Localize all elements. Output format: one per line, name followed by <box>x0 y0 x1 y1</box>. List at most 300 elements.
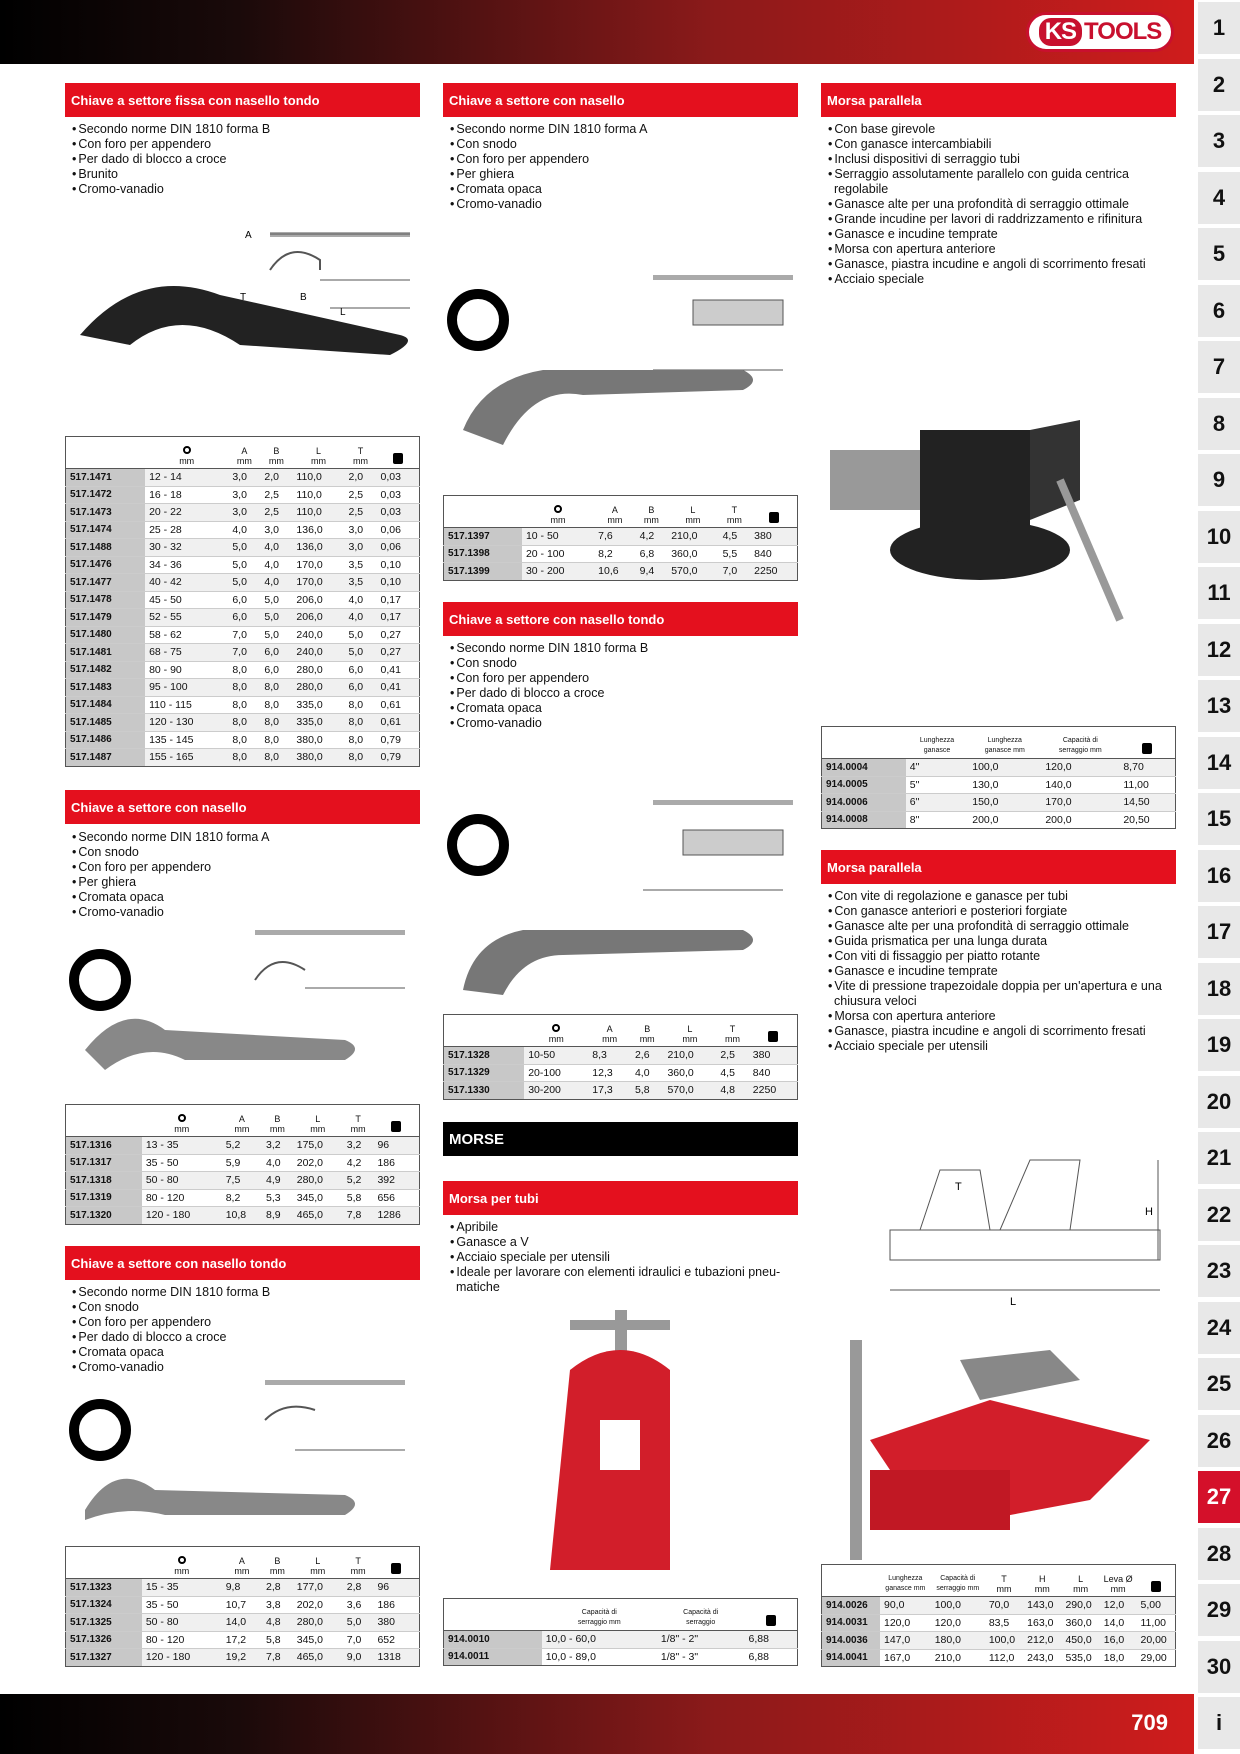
chapter-tab-14[interactable]: 14 <box>1198 737 1240 789</box>
table-cell: 95 - 100 <box>145 679 228 697</box>
bullet-item: • Cromo-vanadio <box>70 905 410 920</box>
table-cell: 3,5 <box>345 574 377 592</box>
table-cell: 0,17 <box>377 591 420 609</box>
svg-text:A: A <box>245 230 252 241</box>
table-cell: 10 - 50 <box>522 528 594 546</box>
table-row <box>444 1631 798 1649</box>
table-cell: 517.1479 <box>66 609 146 627</box>
column-header <box>373 1547 419 1579</box>
bullet-item: • Inclusi dispositivi di serraggio tubi <box>826 152 1171 167</box>
hook-wrench-image <box>65 1360 420 1540</box>
chapter-tab-4[interactable]: 4 <box>1198 172 1240 224</box>
svg-text:H: H <box>1145 1206 1153 1218</box>
table-cell: 202,0 <box>293 1154 343 1172</box>
chapter-tab-16[interactable]: 16 <box>1198 850 1240 902</box>
weight-icon <box>1142 743 1152 754</box>
weight-icon <box>1151 1581 1161 1592</box>
table-cell: 10,0 - 60,0 <box>542 1631 657 1649</box>
bullet-item: • Secondo norme DIN 1810 forma A <box>448 122 788 137</box>
table-cell: 180,0 <box>931 1632 985 1650</box>
table-cell: 0,27 <box>377 626 420 644</box>
column-header: B mm <box>636 496 668 528</box>
table-cell: 517.1327 <box>66 1649 142 1667</box>
table-cell: 7,0 <box>228 644 260 662</box>
table-cell: 10-50 <box>524 1047 588 1065</box>
table-cell: 167,0 <box>880 1649 931 1667</box>
table-row <box>822 794 1176 812</box>
bullet-item: • Per ghiera <box>70 875 410 890</box>
column-header <box>444 496 522 528</box>
chapter-tab-13[interactable]: 13 <box>1198 680 1240 732</box>
table-cell: 0,17 <box>377 609 420 627</box>
table-cell: 20 - 100 <box>522 545 594 563</box>
table-cell: 4,5 <box>719 528 751 546</box>
weight-icon <box>393 453 403 464</box>
table-cell: 20 - 22 <box>145 504 228 522</box>
table-cell: 335,0 <box>292 714 344 732</box>
table-cell: 914.0008 <box>822 811 906 829</box>
table-cell: 10,0 - 89,0 <box>542 1648 657 1666</box>
column-header: L mm <box>293 1105 343 1137</box>
size-icon <box>552 1024 560 1032</box>
table-cell: 4,0 <box>260 539 292 557</box>
table-cell: 517.1481 <box>66 644 146 662</box>
table-cell: 0,03 <box>377 504 420 522</box>
table-cell: 3,2 <box>262 1137 293 1155</box>
table-cell: 10,8 <box>222 1207 262 1225</box>
table-cell: 6,88 <box>744 1631 797 1649</box>
bullet-item: • Cromo-vanadio <box>448 197 788 212</box>
bullet-item: • Ganasce alte per una profondità di serraggio ottimale <box>826 197 1171 212</box>
table-row <box>66 521 420 539</box>
table-cell: 0,79 <box>377 731 420 749</box>
table-row <box>444 1082 798 1100</box>
table-cell: 11,00 <box>1119 776 1175 794</box>
bullet-item: • Morsa con apertura anteriore <box>826 1009 1171 1024</box>
table-cell: 170,0 <box>292 556 344 574</box>
bullet-list <box>448 641 788 731</box>
chapter-tab-2[interactable]: 2 <box>1198 59 1240 111</box>
hook-wrench-image <box>60 220 420 420</box>
table-cell: 5,0 <box>260 609 292 627</box>
column-header: A mm <box>222 1547 262 1579</box>
parallel-vise-image <box>830 400 1160 630</box>
table-cell: 8" <box>906 811 968 829</box>
table-row <box>66 679 420 697</box>
table-row <box>66 574 420 592</box>
table-cell: 0,03 <box>377 486 420 504</box>
column-header <box>377 437 420 469</box>
table-cell: 8,2 <box>594 545 635 563</box>
table-cell: 7,0 <box>719 563 751 581</box>
table-cell: 4,0 <box>345 609 377 627</box>
bullet-item: • Cromata opaca <box>70 890 410 905</box>
column-header: Leva Ø mm <box>1100 1565 1137 1597</box>
column-header <box>822 727 906 759</box>
table-cell: 120,0 <box>1041 759 1119 777</box>
column-header: B mm <box>262 1547 293 1579</box>
svg-text:L: L <box>1010 1296 1017 1308</box>
pipe-vise-image <box>530 1310 720 1580</box>
hook-wrench-image <box>443 260 798 490</box>
table-row <box>66 486 420 504</box>
table-cell: 7,0 <box>343 1631 374 1649</box>
bullet-item: • Ganasce alte per una profondità di serraggio ottimale <box>826 919 1171 934</box>
size-icon <box>183 446 191 454</box>
table-cell: 3,0 <box>345 539 377 557</box>
table-row <box>444 528 798 546</box>
bullet-item: • Con snodo <box>448 656 788 671</box>
bullet-list <box>70 830 410 920</box>
chapter-tab-12[interactable]: 12 <box>1198 624 1240 676</box>
table-row <box>66 696 420 714</box>
vise-dimension-drawing <box>880 1150 1170 1310</box>
column-header: Lunghezza ganasce mm <box>880 1565 931 1597</box>
table-cell: 100,0 <box>931 1597 985 1615</box>
table-row <box>444 1064 798 1082</box>
bullet-item: • Acciaio speciale per utensili <box>448 1250 788 1265</box>
column-header: mm <box>524 1015 588 1047</box>
table-cell: 517.1480 <box>66 626 146 644</box>
table-cell: 5,3 <box>262 1189 293 1207</box>
table-cell: 570,0 <box>667 563 718 581</box>
chapter-tab-24[interactable]: 24 <box>1198 1302 1240 1354</box>
table-cell: 16 - 18 <box>145 486 228 504</box>
section-title: Chiave a settore con nasello tondo <box>443 602 798 636</box>
table-row <box>66 609 420 627</box>
table-row <box>66 469 420 487</box>
table-cell: 465,0 <box>293 1649 343 1667</box>
column-header: A mm <box>228 437 260 469</box>
table-cell: 8,0 <box>228 679 260 697</box>
chapter-tab-1[interactable]: 1 <box>1198 2 1240 54</box>
table-row <box>66 1207 420 1225</box>
spec-table <box>65 1104 420 1225</box>
table-cell: 240,0 <box>292 644 344 662</box>
table-cell: 4,8 <box>716 1082 748 1100</box>
chapter-tab-22[interactable]: 22 <box>1198 1189 1240 1241</box>
table-cell: 240,0 <box>292 626 344 644</box>
table-cell: 517.1476 <box>66 556 146 574</box>
table-cell: 380 <box>373 1614 419 1632</box>
table-cell: 9,8 <box>222 1579 262 1597</box>
table-cell: 6,0 <box>345 679 377 697</box>
table-row <box>66 714 420 732</box>
hook-wrench-image <box>65 920 420 1090</box>
column-header <box>444 1015 525 1047</box>
table-cell: 8,0 <box>228 749 260 767</box>
column-header: B mm <box>260 437 292 469</box>
chapter-tab-25[interactable]: 25 <box>1198 1358 1240 1410</box>
table-row <box>822 1597 1176 1615</box>
chapter-tab-6[interactable]: 6 <box>1198 285 1240 337</box>
table-cell: 2,5 <box>345 504 377 522</box>
table-cell: 3,8 <box>262 1596 293 1614</box>
table-cell: 5,5 <box>719 545 751 563</box>
spec-table <box>443 1014 798 1100</box>
table-cell: 150,0 <box>968 794 1041 812</box>
table-cell: 360,0 <box>663 1064 716 1082</box>
bullet-item: • Secondo norme DIN 1810 forma B <box>70 122 410 137</box>
table-cell: 4,0 <box>228 521 260 539</box>
bullet-list <box>826 889 1171 1054</box>
table-cell: 280,0 <box>293 1614 343 1632</box>
bullet-item: • Con base girevole <box>826 122 1171 137</box>
chapter-tab-21[interactable]: 21 <box>1198 1132 1240 1184</box>
chapter-tab-30[interactable]: 30 <box>1198 1641 1240 1693</box>
table-cell: 380,0 <box>292 731 344 749</box>
table-cell: 3,5 <box>345 556 377 574</box>
table-cell: 5,0 <box>345 644 377 662</box>
table-cell: 68 - 75 <box>145 644 228 662</box>
table-row <box>822 776 1176 794</box>
table-cell: 517.1325 <box>66 1614 142 1632</box>
table-cell: 2,5 <box>345 486 377 504</box>
table-cell: 12 - 14 <box>145 469 228 487</box>
table-cell: 517.1474 <box>66 521 146 539</box>
table-cell: 4,0 <box>260 574 292 592</box>
weight-icon <box>769 512 779 523</box>
column-header: L mm <box>667 496 718 528</box>
table-cell: 517.1472 <box>66 486 146 504</box>
section-title: Morsa per tubi <box>443 1181 798 1215</box>
chapter-tab-27[interactable]: 27 <box>1198 1471 1240 1523</box>
section-title: Chiave a settore con nasello <box>443 83 798 117</box>
table-cell: 19,2 <box>222 1649 262 1667</box>
chapter-tab-8[interactable]: 8 <box>1198 398 1240 450</box>
table-row <box>66 1631 420 1649</box>
table-cell: 517.1488 <box>66 539 146 557</box>
table-cell: 120,0 <box>931 1614 985 1632</box>
table-cell: 35 - 50 <box>142 1154 222 1172</box>
table-cell: 517.1477 <box>66 574 146 592</box>
table-cell: 212,0 <box>1023 1632 1061 1650</box>
table-cell: 0,41 <box>377 661 420 679</box>
table-cell: 186 <box>373 1596 419 1614</box>
chapter-tab-9[interactable]: 9 <box>1198 454 1240 506</box>
table-cell: 656 <box>373 1189 419 1207</box>
table-cell: 3,2 <box>343 1137 374 1155</box>
section-title: Morsa parallela <box>821 83 1176 117</box>
table-row <box>66 504 420 522</box>
table-cell: 450,0 <box>1061 1632 1099 1650</box>
column-header: T mm <box>345 437 377 469</box>
svg-text:L: L <box>340 307 346 318</box>
table-cell: 186 <box>373 1154 419 1172</box>
column-header: T mm <box>343 1105 374 1137</box>
bullet-item: • Cromo-vanadio <box>70 182 410 197</box>
table-cell: 517.1317 <box>66 1154 142 1172</box>
svg-text:B: B <box>300 292 307 303</box>
red-parallel-vise-image <box>830 1320 1170 1580</box>
table-cell: 96 <box>373 1137 419 1155</box>
table-row <box>444 1047 798 1065</box>
table-cell: 5,2 <box>222 1137 262 1155</box>
bullet-item: • Serraggio assolutamente parallelo con guida centrica regolabile <box>826 167 1171 197</box>
table-row <box>66 1154 420 1172</box>
table-cell: 8,2 <box>222 1189 262 1207</box>
bullet-item: • Cromata opaca <box>448 182 788 197</box>
chapter-tab-20[interactable]: 20 <box>1198 1076 1240 1128</box>
table-cell: 8,0 <box>345 749 377 767</box>
column-header <box>1137 1565 1176 1597</box>
column-header <box>373 1105 419 1137</box>
table-cell: 360,0 <box>667 545 718 563</box>
bullet-item: • Ganasce e incudine temprate <box>826 227 1171 242</box>
chapter-tab-19[interactable]: 19 <box>1198 1019 1240 1071</box>
bullet-item: • Per dado di blocco a croce <box>70 1330 410 1345</box>
bullet-item: • Con ganasce anteriori e posteriori forgiate <box>826 904 1171 919</box>
table-cell: 345,0 <box>293 1189 343 1207</box>
table-cell: 210,0 <box>667 528 718 546</box>
bullet-item: • Con foro per appendero <box>70 1315 410 1330</box>
column-header: Lunghezza ganasce <box>906 727 968 759</box>
table-cell: 914.0010 <box>444 1631 542 1649</box>
table-cell: 10,7 <box>222 1596 262 1614</box>
table-cell: 4,0 <box>262 1154 293 1172</box>
chapter-tab-15[interactable]: 15 <box>1198 793 1240 845</box>
table-cell: 0,27 <box>377 644 420 662</box>
chapter-tab-3[interactable]: 3 <box>1198 115 1240 167</box>
table-cell: 11,00 <box>1137 1614 1176 1632</box>
spec-table <box>65 436 420 767</box>
table-cell: 120 - 180 <box>142 1649 222 1667</box>
bullet-item: • Apribile <box>448 1220 788 1235</box>
chapter-tab-26[interactable]: 26 <box>1198 1415 1240 1467</box>
table-cell: 1318 <box>373 1649 419 1667</box>
table-cell: 3,0 <box>260 521 292 539</box>
table-cell: 4,2 <box>343 1154 374 1172</box>
table-cell: 83,5 <box>985 1614 1023 1632</box>
bullet-item: • Con foro per appendero <box>70 137 410 152</box>
table-cell: 4,9 <box>262 1172 293 1190</box>
table-cell: 143,0 <box>1023 1597 1061 1615</box>
table-row <box>66 626 420 644</box>
column-header <box>822 1565 880 1597</box>
table-cell: 517.1328 <box>444 1047 525 1065</box>
table-cell: 90,0 <box>880 1597 931 1615</box>
bullet-item: • Morsa con apertura anteriore <box>826 242 1171 257</box>
table-cell: 175,0 <box>293 1137 343 1155</box>
table-row <box>444 563 798 581</box>
table-cell: 914.0011 <box>444 1648 542 1666</box>
table-cell: 8,0 <box>345 696 377 714</box>
column-header <box>66 437 146 469</box>
table-cell: 8,70 <box>1119 759 1175 777</box>
table-cell: 4,8 <box>262 1614 293 1632</box>
column-header <box>444 1599 542 1631</box>
chapter-tab-23[interactable]: 23 <box>1198 1245 1240 1297</box>
table-cell: 14,0 <box>222 1614 262 1632</box>
table-cell: 1/8" - 2" <box>657 1631 745 1649</box>
bullet-item: • Con ganasce intercambiabili <box>826 137 1171 152</box>
chapter-tab-17[interactable]: 17 <box>1198 906 1240 958</box>
table-cell: 517.1330 <box>444 1082 525 1100</box>
chapter-tab-i[interactable]: i <box>1198 1697 1240 1749</box>
chapter-tab-7[interactable]: 7 <box>1198 341 1240 393</box>
table-cell: 6,88 <box>744 1648 797 1666</box>
table-cell: 170,0 <box>292 574 344 592</box>
chapter-tab-10[interactable]: 10 <box>1198 511 1240 563</box>
chapter-tab-18[interactable]: 18 <box>1198 963 1240 1015</box>
bullet-item: • Con vite di regolazione e ganasce per tubi <box>826 889 1171 904</box>
table-cell: 3,0 <box>228 469 260 487</box>
table-row <box>66 1579 420 1597</box>
table-cell: 0,10 <box>377 556 420 574</box>
table-cell: 30 - 200 <box>522 563 594 581</box>
chapter-tab-5[interactable]: 5 <box>1198 228 1240 280</box>
table-cell: 206,0 <box>292 609 344 627</box>
spec-table <box>821 726 1176 829</box>
table-row <box>66 556 420 574</box>
table-cell: 380 <box>749 1047 798 1065</box>
table-cell: 7,0 <box>228 626 260 644</box>
table-cell: 517.1324 <box>66 1596 142 1614</box>
table-cell: 4,2 <box>636 528 668 546</box>
table-cell: 0,10 <box>377 574 420 592</box>
column-header: Capacità di serraggio mm <box>931 1565 985 1597</box>
table-cell: 517.1487 <box>66 749 146 767</box>
chapter-tab-11[interactable]: 11 <box>1198 567 1240 619</box>
chapter-tab-29[interactable]: 29 <box>1198 1584 1240 1636</box>
hook-wrench-image <box>443 790 798 1010</box>
table-cell: 3,0 <box>228 504 260 522</box>
table-cell: 914.0041 <box>822 1649 880 1667</box>
weight-icon <box>766 1615 776 1626</box>
table-cell: 16,0 <box>1100 1632 1137 1650</box>
table-cell: 517.1478 <box>66 591 146 609</box>
table-cell: 70,0 <box>985 1597 1023 1615</box>
table-cell: 2,6 <box>631 1047 663 1065</box>
table-row <box>66 644 420 662</box>
table-cell: 2,5 <box>260 504 292 522</box>
table-cell: 155 - 165 <box>145 749 228 767</box>
table-cell: 2250 <box>750 563 797 581</box>
column-header <box>66 1547 142 1579</box>
table-cell: 0,06 <box>377 539 420 557</box>
table-cell: 147,0 <box>880 1632 931 1650</box>
column-header: A mm <box>594 496 635 528</box>
table-cell: 12,0 <box>1100 1597 1137 1615</box>
bullet-item: • Ideale per lavorare con elementi idraulici e tubazioni pneu-matiche <box>448 1265 788 1295</box>
bullet-item: • Secondo norme DIN 1810 forma B <box>70 1285 410 1300</box>
table-cell: 517.1398 <box>444 545 522 563</box>
bullet-item: • Ganasce e incudine temprate <box>826 964 1171 979</box>
column-header: L mm <box>292 437 344 469</box>
column-header: Capacità di serraggio <box>657 1599 745 1631</box>
table-cell: 120 - 180 <box>142 1207 222 1225</box>
table-cell: 20,50 <box>1119 811 1175 829</box>
table-cell: 8,0 <box>260 731 292 749</box>
table-row <box>66 1172 420 1190</box>
table-cell: 210,0 <box>663 1047 716 1065</box>
table-cell: 35 - 50 <box>142 1596 222 1614</box>
table-cell: 2,8 <box>343 1579 374 1597</box>
table-cell: 50 - 80 <box>142 1614 222 1632</box>
svg-text:T: T <box>955 1181 962 1193</box>
table-cell: 8,0 <box>228 731 260 749</box>
table-cell: 8,3 <box>588 1047 631 1065</box>
table-cell: 58 - 62 <box>145 626 228 644</box>
table-cell: 517.1471 <box>66 469 146 487</box>
table-cell: 20,00 <box>1137 1632 1176 1650</box>
weight-icon <box>768 1031 778 1042</box>
column-header: T mm <box>719 496 751 528</box>
table-cell: 135 - 145 <box>145 731 228 749</box>
chapter-tab-28[interactable]: 28 <box>1198 1528 1240 1580</box>
column-header: Lunghezza ganasce mm <box>968 727 1041 759</box>
table-cell: 2,0 <box>345 469 377 487</box>
